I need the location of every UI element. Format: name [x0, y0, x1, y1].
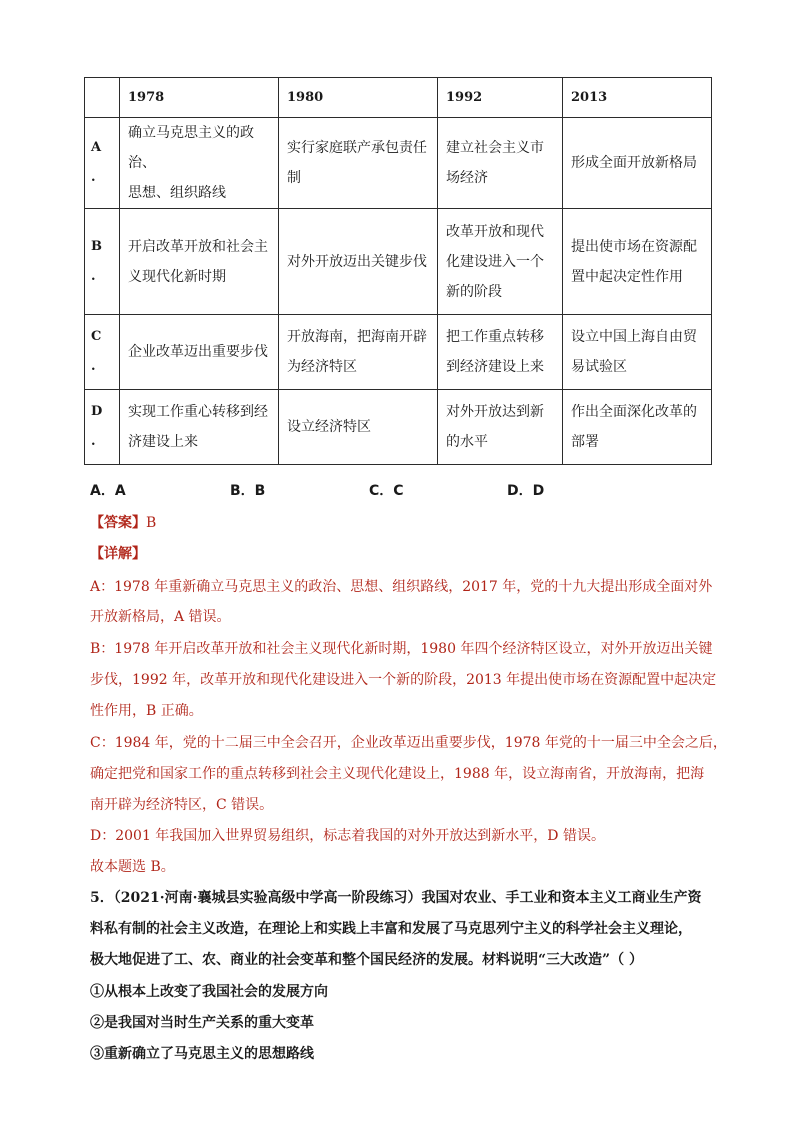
cell-line: 把工作重点转移: [446, 329, 544, 345]
question-5-line-3: 极大地促进了工、农、商业的社会变革和整个国民经济的发展。材料说明“三大改造”（ ）: [90, 952, 643, 968]
table-header-1980: 1980: [279, 78, 438, 118]
detail-line-8: 南开辟为经济特区，C 错误。: [90, 797, 274, 813]
row-letter-text: B: [91, 238, 102, 254]
detail-line-3: B：1978 年开启改革开放和社会主义现代化新时期，1980 年四个经济特区设立，对外开放迈出关键: [90, 641, 713, 657]
cell-line: 化建设进入一个: [446, 253, 544, 270]
answer-value: B: [146, 515, 157, 531]
question-5-line-1: 5．（2021·河南·襄城县实验高级中学高一阶段练习）我国对农业、手工业和资本主义工商业生产资: [90, 890, 702, 906]
table-cell: [438, 315, 563, 390]
table-header-1978: 1978: [120, 78, 279, 118]
cell-line: 义现代化新时期: [128, 268, 226, 285]
row-letter-dot: .: [91, 268, 96, 284]
table-cell: [279, 315, 438, 390]
table-cell: [120, 315, 279, 390]
detail-conclusion: 故本题选 B。: [90, 859, 175, 875]
detail-line-1: A：1978 年重新确立马克思主义的政治、思想、组织路线，2017 年，党的十九大提出形成全面对外: [90, 579, 713, 595]
table-row-b: [85, 209, 712, 315]
table-header-row: [85, 78, 712, 118]
cell-line: 济建设上来: [128, 434, 198, 450]
cell-line: 企业改革迈出重要步伐: [128, 344, 268, 360]
detail-line-2: 开放新格局，A 错误。: [90, 609, 231, 625]
question-5-line-2: 料私有制的社会主义改造，在理论上和实践上丰富和发展了马克思列宁主义的科学社会主义理论，: [90, 921, 692, 937]
table-cell: [120, 118, 279, 209]
table-header-1992: 1992: [438, 78, 563, 118]
row-letter-text: A: [91, 140, 102, 155]
table-row-a: [85, 118, 712, 209]
row-letter-dot: .: [91, 434, 96, 449]
table-cell: [279, 118, 438, 209]
table-cell: [438, 118, 563, 209]
cell-line: 场经济: [446, 170, 488, 186]
cell-line: 为经济特区: [287, 359, 357, 375]
question-5-option-1: ①从根本上改变了我国社会的发展方向: [90, 984, 328, 1000]
cell-line: 提出使市场在资源配: [571, 238, 697, 255]
detail-line-7: 确定把党和国家工作的重点转移到社会主义现代化建设上，1988 年，设立海南省，开放海南，把海: [90, 766, 705, 782]
cell-line: 的水平: [446, 434, 488, 450]
cell-line: 对外开放达到新: [446, 404, 544, 420]
cell-line: 部署: [571, 434, 599, 450]
row-letter-dot: .: [91, 359, 96, 374]
detail-line-4: 步伐，1992 年，改革开放和现代化建设进入一个新的阶段，2013 年提出使市场在资源配置中起决定: [90, 672, 717, 688]
cell-line: 易试验区: [571, 359, 627, 375]
table-header-2013: 2013: [563, 78, 712, 118]
table-cell: [279, 390, 438, 465]
options-table-wrapper: [84, 77, 711, 465]
choice-c[interactable]: C．C: [369, 483, 404, 499]
detail-label: 【详解】: [90, 546, 146, 562]
cell-line: 置中起决定性作用: [571, 268, 683, 285]
table-cell: [279, 209, 438, 315]
table-cell: [120, 209, 279, 315]
row-letter-dot: .: [91, 170, 96, 185]
cell-line: 开启改革开放和社会主: [128, 238, 268, 255]
cell-line: 形成全面开放新格局: [571, 155, 697, 171]
cell-line: 设立经济特区: [287, 419, 371, 435]
cell-line: 作出全面深化改革的: [571, 404, 697, 420]
row-letter-c: [85, 315, 120, 390]
options-table: [84, 77, 712, 465]
choice-b[interactable]: B．B: [230, 483, 266, 499]
row-letter-d: [85, 390, 120, 465]
cell-line: 改革开放和现代: [446, 223, 544, 240]
table-row-c: [85, 315, 712, 390]
answer-line: [90, 512, 156, 532]
choice-d[interactable]: D．D: [507, 483, 545, 499]
question-5-option-3: ③重新确立了马克思主义的思想路线: [90, 1046, 314, 1062]
row-letter-a: [85, 118, 120, 209]
cell-line: 制: [287, 170, 301, 186]
cell-line: 新的阶段: [446, 283, 502, 300]
choice-a[interactable]: A．A: [90, 483, 126, 499]
cell-line: 思想、组织路线: [128, 185, 226, 201]
detail-line-6: C：1984 年，党的十二届三中全会召开，企业改革迈出重要步伐，1978 年党的十一届三中全会之后，: [90, 735, 727, 751]
cell-line: 设立中国上海自由贸: [571, 329, 697, 345]
answer-label: 【答案】: [90, 515, 146, 531]
table-cell: [438, 390, 563, 465]
table-cell: [120, 390, 279, 465]
detail-line-9: D：2001 年我国加入世界贸易组织，标志着我国的对外开放达到新水平，D 错误。: [90, 828, 605, 844]
table-cell: [563, 209, 712, 315]
table-cell: [563, 315, 712, 390]
table-header-blank: [85, 78, 120, 118]
cell-line: 到经济建设上来: [446, 359, 544, 375]
detail-line-5: 性作用，B 正确。: [90, 703, 203, 719]
cell-line: 对外开放迈出关键步伐: [287, 253, 427, 270]
table-cell: [438, 209, 563, 315]
cell-line: 实行家庭联产承包责任: [287, 140, 427, 156]
row-letter-text: D: [91, 404, 103, 419]
cell-line: 开放海南，把海南开辟: [287, 329, 427, 345]
row-letter-b: [85, 209, 120, 315]
question-5-option-2: ②是我国对当时生产关系的重大变革: [90, 1015, 314, 1031]
row-letter-text: C: [91, 329, 102, 344]
cell-line: 确立马克思主义的政治、: [128, 125, 254, 171]
table-cell: [563, 390, 712, 465]
table-cell: [563, 118, 712, 209]
cell-line: 建立社会主义市: [446, 140, 544, 156]
table-row-d: [85, 390, 712, 465]
cell-line: 实现工作重心转移到经: [128, 404, 268, 420]
